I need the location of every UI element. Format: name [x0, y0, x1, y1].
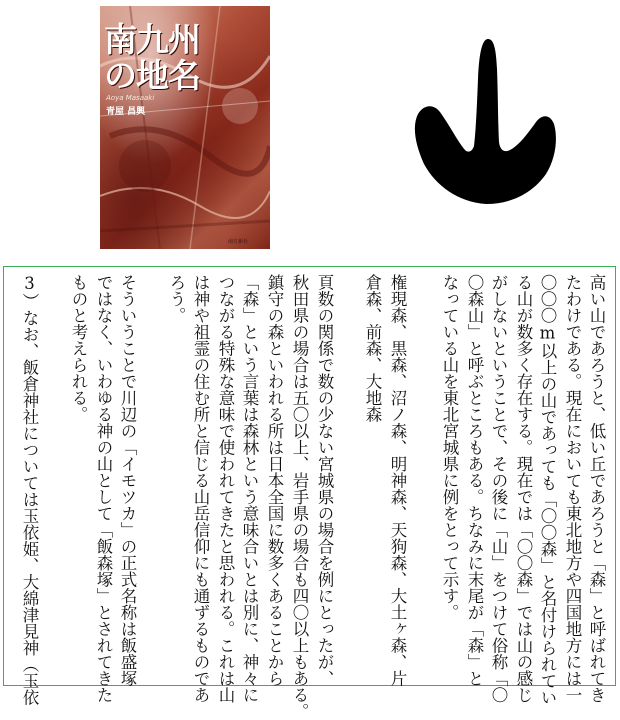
- vertical-text-box: [3, 266, 616, 720]
- text-column: 権現森、黒森、沼ノ森、明神森、天狗森、大土ヶ森、片: [388, 274, 407, 687]
- text-column: 頁数の関係で数の少ない宮城県の場合を例にとったが、: [315, 274, 334, 687]
- cover-author-romaji: Aoya Masaaki: [106, 94, 155, 102]
- text-column: 〇〇〇m以上の山であっても「〇〇森」と名付けられてい: [538, 274, 557, 706]
- text-column: がしないということで、その後に「山」をつけて俗称「〇: [489, 274, 508, 703]
- text-column: 秋田県の場合は五〇以上、岩手県の場合も四〇以上もある。: [290, 274, 309, 720]
- cover-author: 青屋 昌興: [106, 107, 146, 117]
- text-column: 鎮守の森といわれる所は日本全国に数多くあることから: [265, 274, 284, 687]
- text-column: 高い山であろうと、低い丘であろうと「森」と呼ばれてき: [587, 274, 606, 703]
- text-column: 倉森、前森、大地森: [363, 274, 382, 423]
- text-column: たわけである。現在においても東北地方や四国地方には一: [563, 274, 582, 703]
- cover-title-line1: 南九州: [104, 20, 200, 59]
- text-column: つながる特殊な意味で使われてきたと思われる。これは山: [216, 274, 235, 703]
- cover-title-line2: の地名: [104, 56, 200, 95]
- book-cover-image: [100, 6, 270, 249]
- text-column: 3）なお、飯倉神社については玉依姫、大綿津見神（玉依: [20, 274, 39, 706]
- text-column: ろう。: [167, 274, 186, 324]
- mountain-pictograph-icon: [410, 34, 560, 214]
- text-column: ではなく、いわゆる神の山として「飯森塚」とされてきた: [94, 274, 113, 703]
- cover-publisher: 南方新社: [228, 239, 249, 245]
- text-column: ものと考えられる。: [69, 274, 88, 423]
- text-column: そういうことで川辺の「イモツカ」の正式名称は飯盛塚: [118, 274, 137, 687]
- text-column: 〇森山」と呼ぶところもある。ちなみに末尾が「森」と: [465, 274, 484, 687]
- text-column: なっている山を東北宮城県に例をとって示す。: [440, 274, 459, 621]
- text-column: 「森」という言葉は森林という意味合いとは別に、神々に: [240, 274, 259, 703]
- text-column: は神や祖霊の住む所と信じる山岳信仰にも通ずるものであ: [191, 274, 210, 703]
- text-column: る山が数多く存在する。現在では「〇〇森」では山の感じ: [514, 274, 533, 703]
